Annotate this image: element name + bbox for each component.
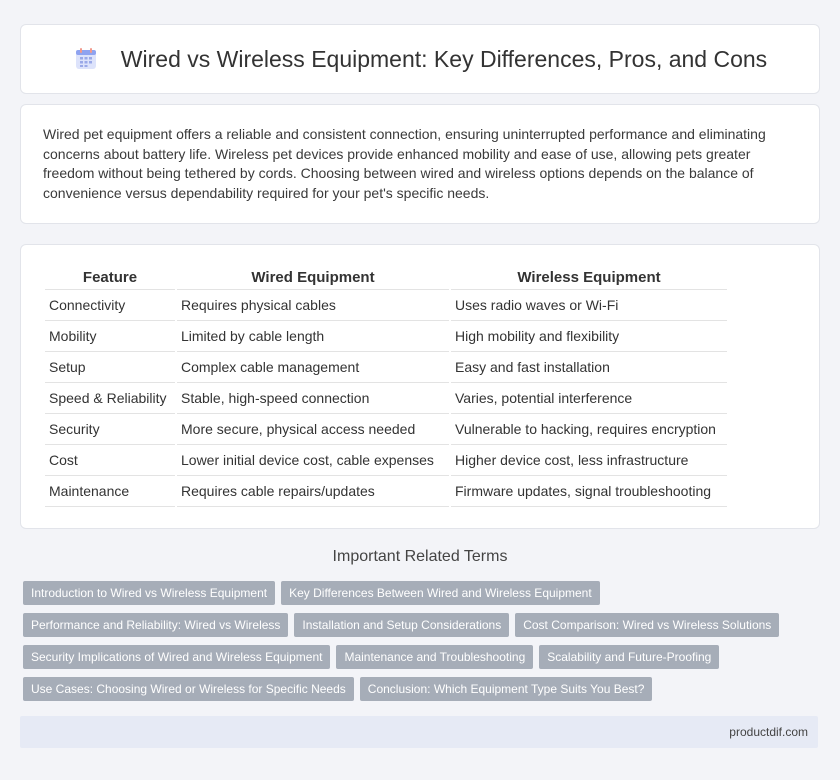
table-row	[45, 321, 727, 352]
table-header-row	[45, 267, 727, 290]
related-term-tag[interactable]: Scalability and Future-Proofing	[539, 645, 719, 669]
table-row	[45, 352, 727, 383]
related-term-tag[interactable]: Maintenance and Troubleshooting	[336, 645, 533, 669]
related-term-tag[interactable]: Use Cases: Choosing Wired or Wireless for Specific Needs	[23, 677, 354, 701]
comparison-table	[43, 267, 729, 507]
table-row	[45, 290, 727, 321]
table-cell: Complex cable management	[177, 352, 449, 383]
table-cell: Connectivity	[45, 290, 175, 321]
page-header	[20, 24, 820, 94]
page-title: Wired vs Wireless Equipment: Key Differences, Pros, and Cons	[120, 45, 768, 72]
table-cell: Cost	[45, 445, 175, 476]
related-term-tag[interactable]: Performance and Reliability: Wired vs Wireless	[23, 613, 288, 637]
table-cell: Higher device cost, less infrastructure	[451, 445, 727, 476]
table-cell: Setup	[45, 352, 175, 383]
related-terms-title: Important Related Terms	[332, 548, 508, 565]
table-row	[45, 476, 727, 507]
intro-card	[20, 104, 820, 224]
table-cell: Vulnerable to hacking, requires encryption	[451, 414, 727, 445]
table-cell: Firmware updates, signal troubleshooting	[451, 476, 727, 507]
related-terms-list	[23, 581, 823, 709]
table-cell: Lower initial device cost, cable expenses	[177, 445, 449, 476]
table-cell: Stable, high-speed connection	[177, 383, 449, 414]
related-term-tag[interactable]: Introduction to Wired vs Wireless Equipment	[23, 581, 275, 605]
table-row	[45, 383, 727, 414]
related-term-tag[interactable]: Security Implications of Wired and Wireless Equipment	[23, 645, 330, 669]
table-cell: High mobility and flexibility	[451, 321, 727, 352]
column-header: Feature	[45, 267, 175, 290]
table-cell: Mobility	[45, 321, 175, 352]
related-term-tag[interactable]: Conclusion: Which Equipment Type Suits You Best?	[360, 677, 653, 701]
table-cell: Maintenance	[45, 476, 175, 507]
table-row	[45, 445, 727, 476]
column-header: Wireless Equipment	[451, 267, 727, 290]
table-cell: Security	[45, 414, 175, 445]
table-cell: Requires cable repairs/updates	[177, 476, 449, 507]
table-cell: Varies, potential interference	[451, 383, 727, 414]
related-term-tag[interactable]: Cost Comparison: Wired vs Wireless Solutions	[515, 613, 779, 637]
related-term-tag[interactable]: Key Differences Between Wired and Wireless Equipment	[281, 581, 600, 605]
table-cell: Easy and fast installation	[451, 352, 727, 383]
column-header: Wired Equipment	[177, 267, 449, 290]
table-cell: Speed & Reliability	[45, 383, 175, 414]
table-row	[45, 414, 727, 445]
page-footer	[20, 716, 818, 748]
table-cell: Uses radio waves or Wi-Fi	[451, 290, 727, 321]
table-cell: Requires physical cables	[177, 290, 449, 321]
comparison-card	[20, 244, 820, 529]
intro-text: Wired pet equipment offers a reliable and consistent connection, ensuring uninterrupted performance and eliminating concerns about battery life. Wireless pet devices provide enhanced mobility and ease of use, allowing pets greater freedom without being tethered by cords. Choosing between wired and wireless options depends on the balance of convenience versus dependability required for your pet's specific needs.	[43, 126, 766, 201]
related-term-tag[interactable]: Installation and Setup Considerations	[294, 613, 509, 637]
footer-site[interactable]: productdif.com	[729, 725, 808, 739]
table-cell: More secure, physical access needed	[177, 414, 449, 445]
calendar-grid-icon	[73, 46, 99, 72]
table-cell: Limited by cable length	[177, 321, 449, 352]
